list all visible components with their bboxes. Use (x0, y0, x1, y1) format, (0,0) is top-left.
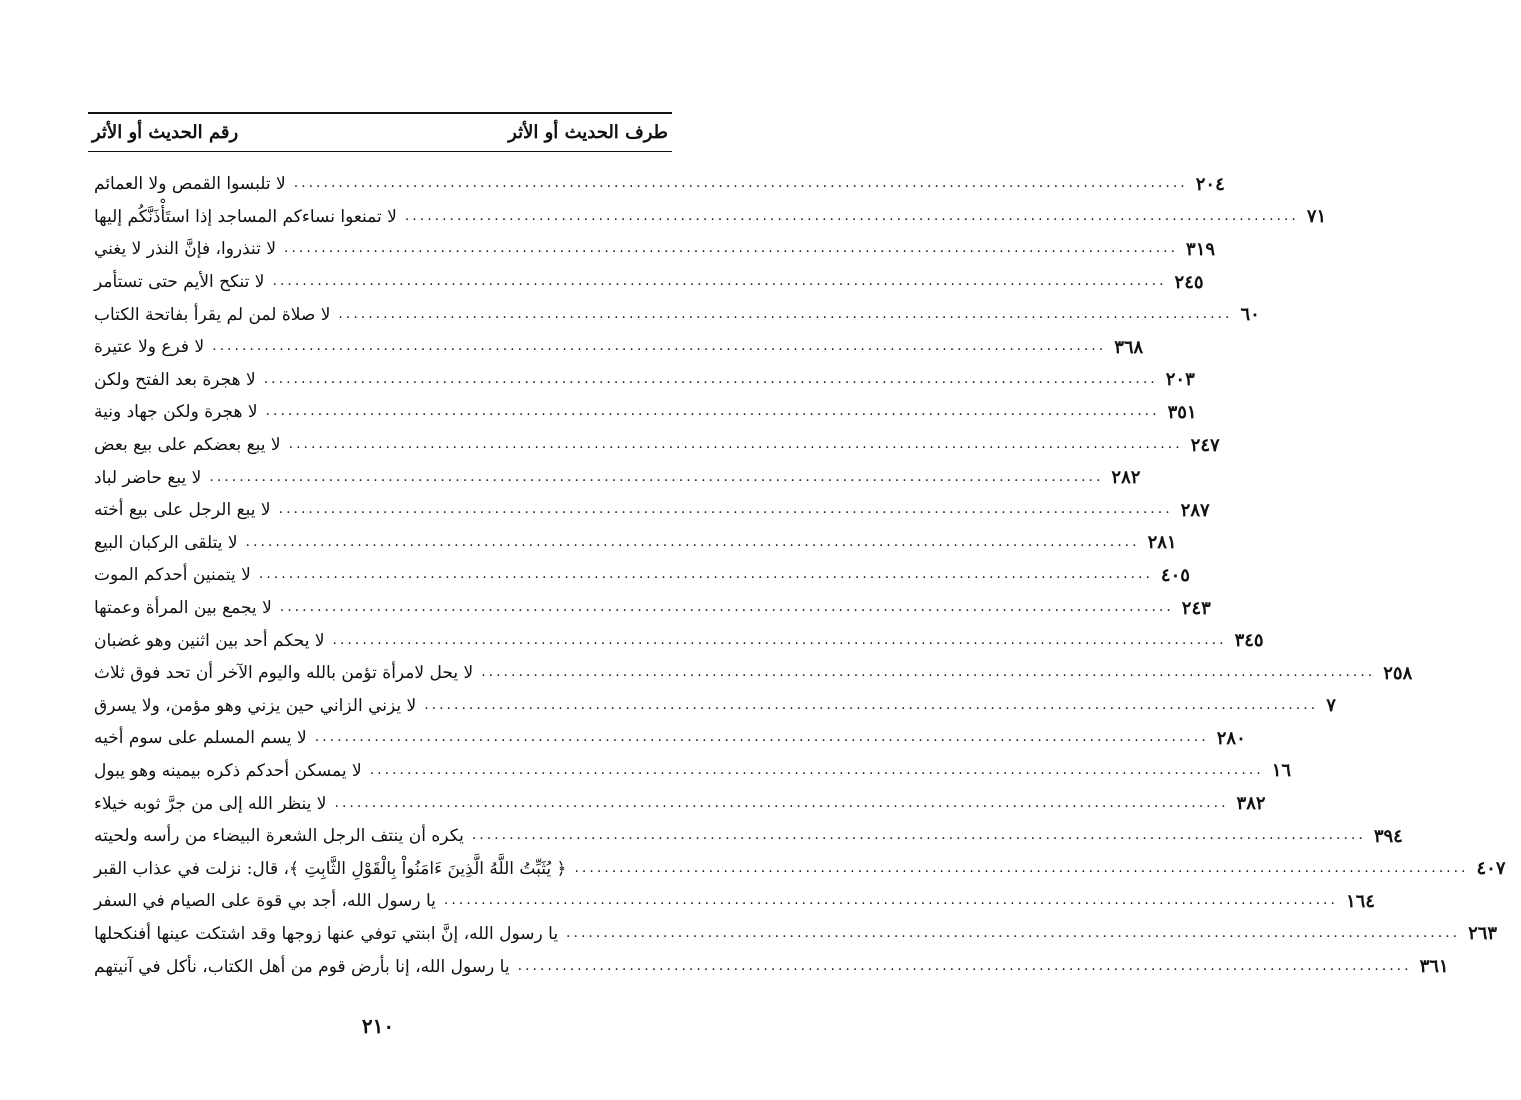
index-row (88, 331, 1144, 364)
hadith-text: لا هجرة بعد الفتح ولكن (94, 369, 256, 390)
hadith-text: لا تلبسوا القمص ولا العمائم (94, 174, 286, 195)
hadith-text: لا يتمنين أحدكم الموت (94, 565, 251, 586)
index-row (88, 559, 1190, 592)
index-row (88, 624, 1264, 657)
hadith-text: لا يسم المسلم على سوم أخيه (94, 728, 307, 749)
header-hadith-start-label: طرف الحديث أو الأثر (508, 122, 668, 143)
hadith-number: ٢٦٣ (1468, 923, 1498, 945)
index-row (88, 266, 1204, 299)
leader-dots: ........................................................................................................................ (574, 859, 1469, 876)
leader-dots: ........................................................................................................................ (293, 175, 1188, 192)
hadith-text: لا يمسكن أحدكم ذكره بيمينه وهو يبول (94, 760, 362, 781)
hadith-text: لا يبع بعضكم على بيع بعض (94, 435, 281, 456)
hadith-text: لا تنذروا، فإنَّ النذر لا يغني (94, 239, 277, 260)
hadith-number: ٤٠٥ (1160, 564, 1190, 586)
hadith-number: ٢٥٨ (1383, 662, 1413, 684)
leader-dots: ........................................................................................................................ (443, 892, 1338, 909)
index-list (88, 168, 1506, 983)
hadith-number: ٢٤٧ (1190, 434, 1220, 456)
hadith-text: لا تنكح الأيم حتى تستأمر (94, 272, 265, 293)
hadith-text: لا هجرة ولكن جهاد ونية (94, 402, 258, 423)
leader-dots: ........................................................................................................................ (212, 338, 1107, 355)
leader-dots: ........................................................................................................................ (369, 761, 1264, 778)
leader-dots: ........................................................................................................................ (314, 729, 1209, 746)
leader-dots: ........................................................................................................................ (288, 436, 1183, 453)
hadith-text: لا يحكم أحد بين اثنين وهو غضبان (94, 630, 325, 651)
table-header (88, 112, 672, 152)
hadith-number: ٢٨١ (1147, 532, 1177, 554)
index-row (88, 461, 1141, 494)
hadith-number: ١٦ (1271, 760, 1292, 782)
hadith-number: ٢٠٣ (1165, 369, 1195, 391)
leader-dots: ........................................................................................................................ (258, 566, 1153, 583)
hadith-text: يا رسول الله، إنَّ ابنتي توفي عنها زوجها وقد اشتكت عينها أفنكحلها (94, 923, 559, 944)
leader-dots: ........................................................................................................................ (332, 631, 1227, 648)
leader-dots: ........................................................................................................................ (424, 696, 1319, 713)
hadith-text: ﴿ يُثَبِّتُ اللَّهُ الَّذِينَ ءَامَنُواْ بِالْقَوْلِ الثَّابِتِ ﴾، قال: نزلت في عذاب القبر (94, 859, 567, 880)
hadith-number: ٣٦٨ (1114, 336, 1144, 358)
hadith-text: لا فرع ولا عتيرة (94, 337, 205, 358)
index-row (88, 690, 1336, 723)
hadith-text: لا يجمع بين المرأة وعمتها (94, 598, 272, 619)
hadith-number: ١٦٤ (1345, 890, 1375, 912)
hadith-number: ٦٠ (1240, 304, 1260, 326)
hadith-number: ٢٨٧ (1180, 499, 1210, 521)
hadith-text: لا يزني الزاني حين يزني وهو مؤمن، ولا يسرق (94, 695, 417, 716)
leader-dots: ........................................................................................................................ (265, 403, 1160, 420)
leader-dots: ........................................................................................................................ (279, 599, 1174, 616)
hadith-number: ٣١٩ (1186, 238, 1216, 260)
hadith-text: لا يحل لامرأة تؤمن بالله واليوم الآخر أن تحد فوق ثلاث (94, 663, 474, 684)
leader-dots: ........................................................................................................................ (272, 273, 1167, 290)
index-row (88, 950, 1449, 983)
page-number: ٢١٠ (361, 1014, 395, 1038)
hadith-number: ٢٨٠ (1216, 727, 1246, 749)
leader-dots: ........................................................................................................................ (284, 240, 1179, 257)
hadith-number: ٢٠٤ (1195, 173, 1225, 195)
hadith-number: ٢٤٣ (1181, 597, 1211, 619)
hadith-number: ٣٤٥ (1234, 630, 1264, 652)
hadith-number: ٢٨٢ (1111, 467, 1141, 489)
index-row (88, 494, 1210, 527)
hadith-number: ٣٨٢ (1236, 793, 1266, 815)
hadith-text: لا يتلقى الركبان البيع (94, 532, 238, 553)
leader-dots: ........................................................................................................................ (471, 827, 1366, 844)
leader-dots: ........................................................................................................................ (517, 957, 1412, 974)
index-row (88, 233, 1216, 266)
hadith-text: لا صلاة لمن لم يقرأ بفاتحة الكتاب (94, 304, 331, 325)
leader-dots: ........................................................................................................................ (209, 468, 1104, 485)
hadith-number: ٧ (1326, 695, 1336, 717)
hadith-text: يا رسول الله، أجد بي قوة على الصيام في السفر (94, 891, 436, 912)
leader-dots: ........................................................................................................................ (278, 501, 1173, 518)
hadith-number: ٣٦١ (1419, 956, 1449, 978)
hadith-text: يكره أن ينتف الرجل الشعرة البيضاء من رأسه ولحيته (94, 826, 464, 847)
hadith-text: لا يبع حاضر لباد (94, 467, 202, 488)
leader-dots: ........................................................................................................................ (404, 207, 1299, 224)
leader-dots: ........................................................................................................................ (263, 370, 1158, 387)
leader-dots: ........................................................................................................................ (481, 664, 1376, 681)
leader-dots: ........................................................................................................................ (566, 924, 1461, 941)
hadith-text: لا يبع الرجل على بيع أخته (94, 500, 271, 521)
hadith-number: ٣٥١ (1167, 401, 1197, 423)
hadith-text: لا ينظر الله إلى من جرَّ ثوبه خيلاء (94, 793, 327, 814)
index-row (88, 787, 1266, 820)
index-row (88, 918, 1498, 951)
index-row (88, 657, 1413, 690)
index-row (88, 168, 1225, 201)
index-row (88, 527, 1177, 560)
index-row (88, 755, 1292, 788)
hadith-number: ٢٤٥ (1174, 271, 1204, 293)
leader-dots: ........................................................................................................................ (334, 794, 1229, 811)
index-row (88, 852, 1506, 885)
hadith-text: لا تمنعوا نساءكم المساجد إذا استَأْذَنَّكُم إليها (94, 206, 397, 227)
index-row (88, 364, 1195, 397)
index-row (88, 592, 1211, 625)
hadith-number: ٤٠٧ (1476, 858, 1506, 880)
index-row (88, 429, 1220, 462)
index-row (88, 885, 1375, 918)
leader-dots: ........................................................................................................................ (338, 305, 1233, 322)
hadith-number: ٣٩٤ (1373, 825, 1403, 847)
index-row (88, 201, 1327, 234)
index-row (88, 820, 1403, 853)
header-hadith-number-label: رقم الحديث أو الأثر (92, 122, 239, 143)
hadith-text: يا رسول الله، إنا بأرض قوم من أهل الكتاب، نأكل في آنيتهم (94, 956, 510, 977)
leader-dots: ........................................................................................................................ (245, 533, 1140, 550)
hadith-number: ٧١ (1306, 206, 1327, 228)
index-row (88, 396, 1197, 429)
index-row (88, 298, 1260, 331)
index-row (88, 722, 1246, 755)
